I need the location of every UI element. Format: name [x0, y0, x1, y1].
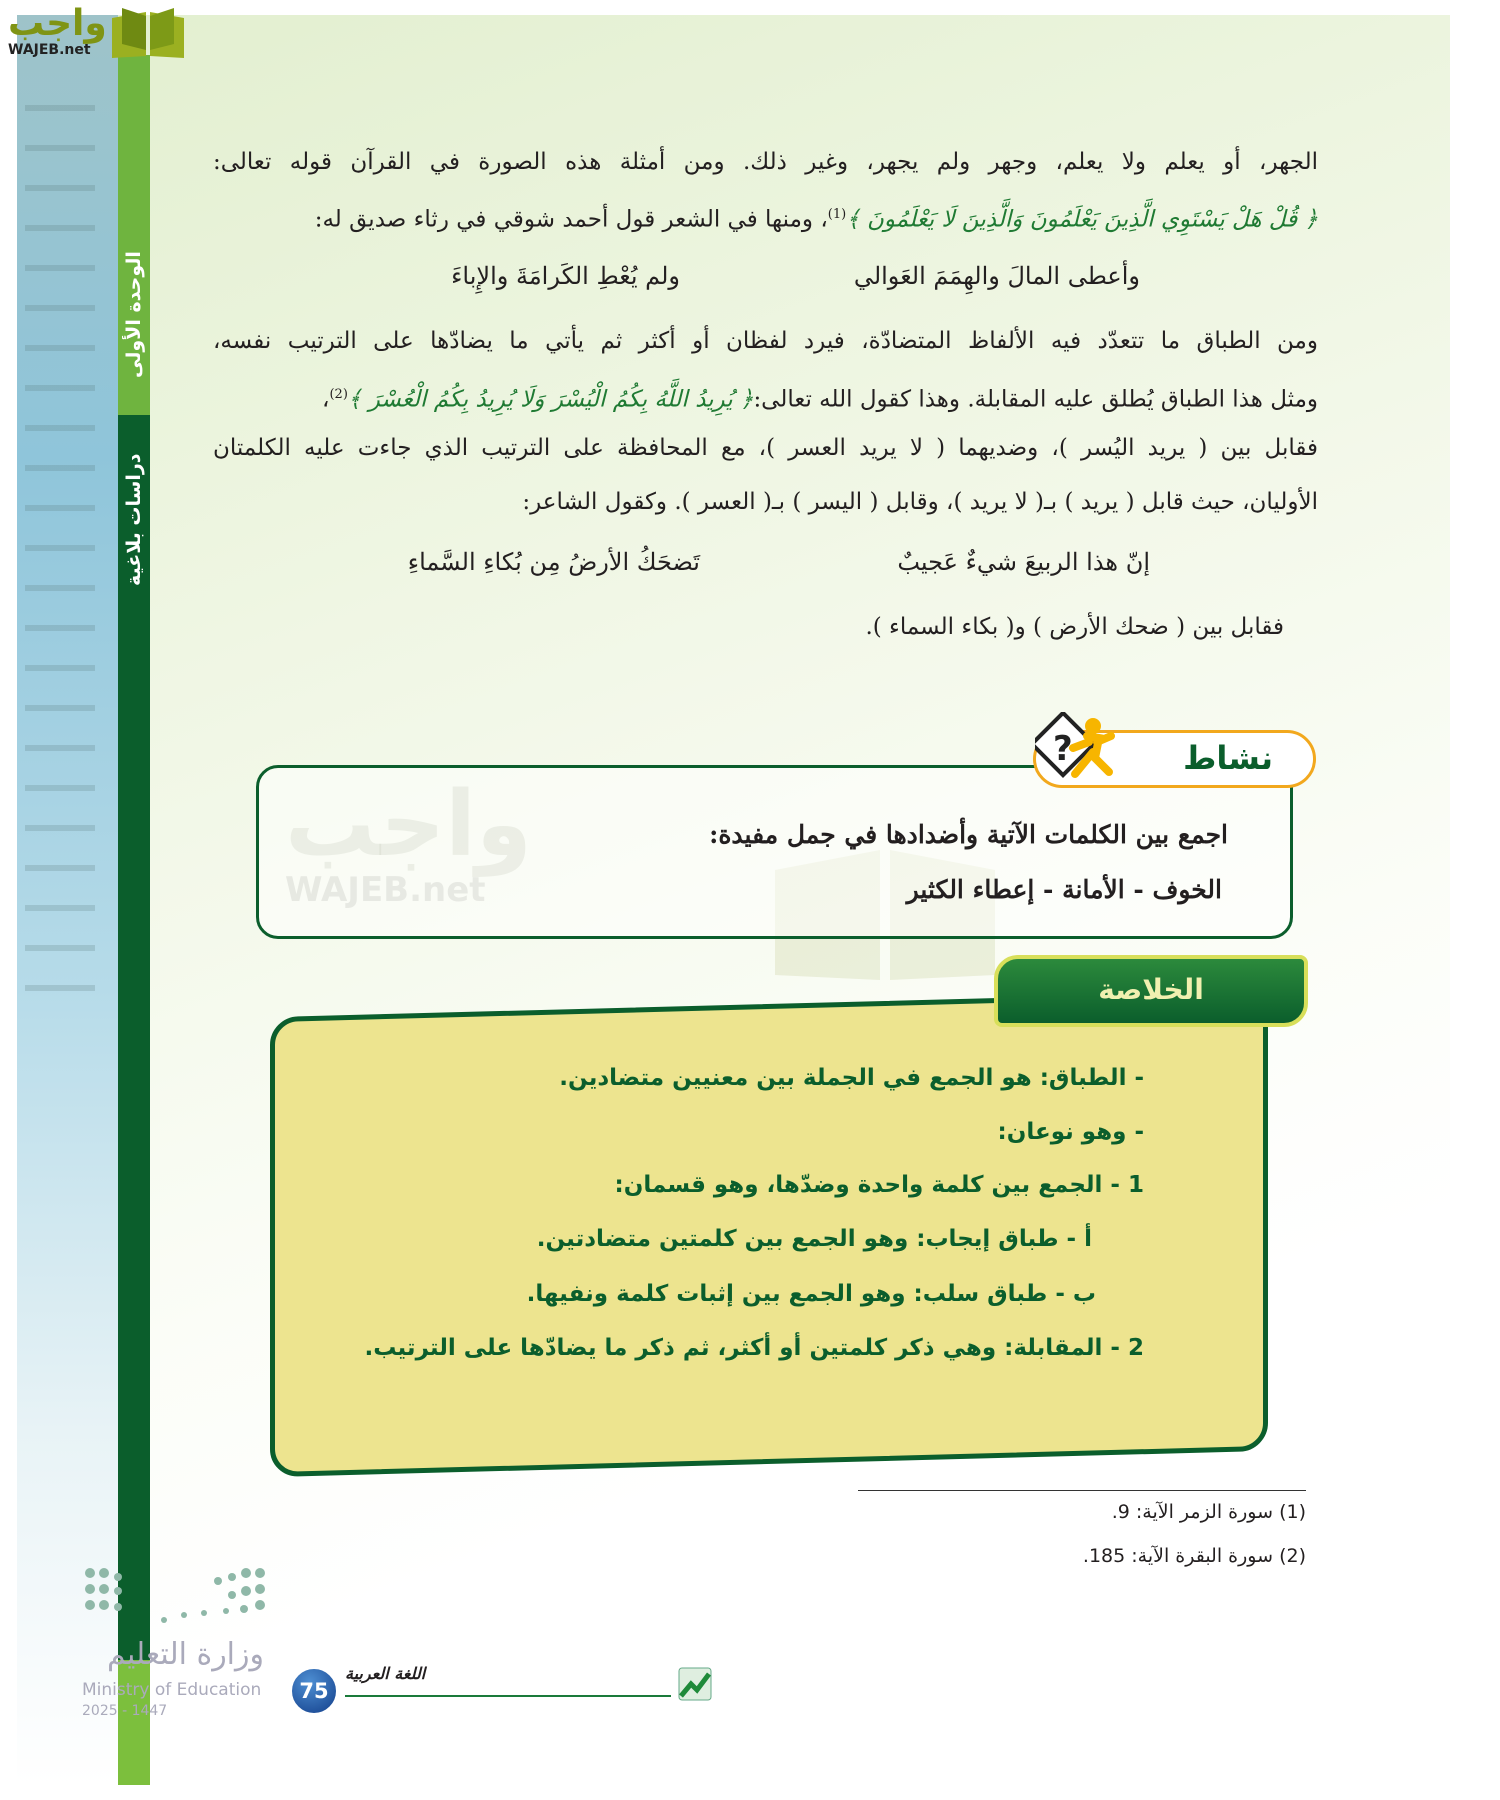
- summary-item: 2 - المقابلة: وهي ذكر كلمتين أو أكثر، ثم ذكر ما يضادّها على الترتيب.: [364, 1335, 1144, 1361]
- poem-2-first-hemistich: إنّ هذا الربيعَ شيءٌ عَجيبٌ: [897, 548, 1150, 576]
- poem-1-first-hemistich: وأعطى المالَ والهِمَمَ العَوالي: [853, 262, 1140, 290]
- activity-words: الخوف - الأمانة - إعطاء الكثير: [906, 875, 1222, 904]
- body-line-3: ومن الطباق ما تتعدّد فيه الألفاظ المتضادّة، فيرد لفظان أو أكثر ثم يأتي ما يضادّها على الترتيب نفسه،: [213, 328, 1318, 354]
- book-logo-icon: [108, 4, 188, 62]
- ministry-name-ar: وزارة التعليم: [106, 1637, 264, 1672]
- summary-item: أ - طباق إيجاب: وهو الجمع بين كلمتين متضادتين.: [536, 1226, 1092, 1252]
- poem-1-second-hemistich: ولم يُعْطِ الكَرامَةَ والإِباءَ: [451, 262, 680, 290]
- body-line-2: [213, 200, 1318, 235]
- quran-verse-1: ﴿ قُلْ هَلْ يَسْتَوِي الَّذِينَ يَعْلَمُونَ وَالَّذِينَ لَا يَعْلَمُونَ ﴾: [846, 206, 1318, 233]
- activity-header: نشاط: [1033, 730, 1316, 788]
- activity-box: [256, 765, 1293, 939]
- activity-runner-icon: [1035, 712, 1115, 788]
- body-line-4: ومثل هذا الطباق يُطلق عليه المقابلة. وهذا كقول الله تعالى:﴿ يُرِيدُ اللَّهُ بِكُمُ الْيُسْرَ وَلَا يُرِيدُ بِكُمُ الْعُسْرَ ﴾$^{(2)}$،: [322, 386, 1318, 413]
- summary-item: - وهو نوعان:: [997, 1119, 1144, 1145]
- section-label: دراسات بلاغية: [123, 453, 145, 587]
- body-line-2-text: ، ومنها في الشعر قول أحمد شوقي في رثاء صديق له:: [314, 206, 828, 233]
- edition-year: 2025 - 1447: [82, 1703, 168, 1719]
- footnote-2: (2) سورة البقرة الآية: 185.: [1082, 1545, 1306, 1567]
- body-line-5: فقابل بين ( يريد اليُسر )، وضديهما ( لا يريد العسر )، مع المحافظة على الترتيب الذي جاءت عليه الكلمتان: [213, 435, 1318, 461]
- body-line-6: الأوليان، حيث قابل ( يريد ) بـ( لا يريد )، وقابل ( اليسر ) بـ( العسر ). وكقول الشاعر:: [522, 489, 1318, 515]
- summary-item: - الطباق: هو الجمع في الجملة بين معنيين متضادين.: [559, 1065, 1144, 1091]
- sidebar-bar-bottom: [118, 1660, 150, 1785]
- footnote-1: (1) سورة الزمر الآية: 9.: [1111, 1501, 1306, 1523]
- footnote-divider: [858, 1490, 1306, 1491]
- unit-label: الوحدة الأولى: [123, 251, 145, 379]
- poem-2-second-hemistich: تَضحَكُ الأرضُ مِن بُكاءِ السَّماءِ: [407, 548, 700, 576]
- body-line-7: فقابل بين ( ضحك الأرض ) و( بكاء السماء ).: [865, 614, 1284, 640]
- footer-chart-icon: [677, 1666, 713, 1702]
- ministry-name-en: Ministry of Education: [82, 1680, 262, 1700]
- summary-item: ب - طباق سلب: وهو الجمع بين إثبات كلمة ونفيها.: [526, 1281, 1096, 1307]
- summary-item: 1 - الجمع بين كلمة واحدة وضدّها، وهو قسمان:: [614, 1172, 1144, 1198]
- sidebar-bar-dark: [118, 415, 150, 1660]
- footnote-ref-1: (1): [827, 207, 847, 222]
- body-line-4-text: ومثل هذا الطباق يُطلق عليه المقابلة. وهذا كقول الله تعالى:: [753, 386, 1318, 413]
- subject-label: اللغة العربية: [345, 1664, 426, 1683]
- summary-header: الخلاصة: [994, 955, 1308, 1027]
- svg-text:?: ?: [1053, 729, 1073, 769]
- quran-verse-2: ﴿ يُرِيدُ اللَّهُ بِكُمُ الْيُسْرَ وَلَا يُرِيدُ بِكُمُ الْعُسْرَ ﴾: [347, 386, 754, 413]
- ministry-dots-logo: [84, 1565, 266, 1627]
- footnote-ref-2: (2): [329, 387, 348, 402]
- page-number: 75: [290, 1667, 338, 1715]
- activity-instruction: اجمع بين الكلمات الآتية وأضدادها في جمل مفيدة:: [709, 820, 1228, 849]
- minaret-photo-strip: [17, 15, 118, 1785]
- body-line-1: الجهر، أو يعلم ولا يعلم، وجهر ولم يجهر، وغير ذلك. ومن أمثلة هذه الصورة في القرآن قوله تعالى:: [213, 149, 1318, 175]
- wajeb-logo: واجب WAJEB.net: [8, 3, 107, 58]
- footer-rule: [345, 1695, 671, 1697]
